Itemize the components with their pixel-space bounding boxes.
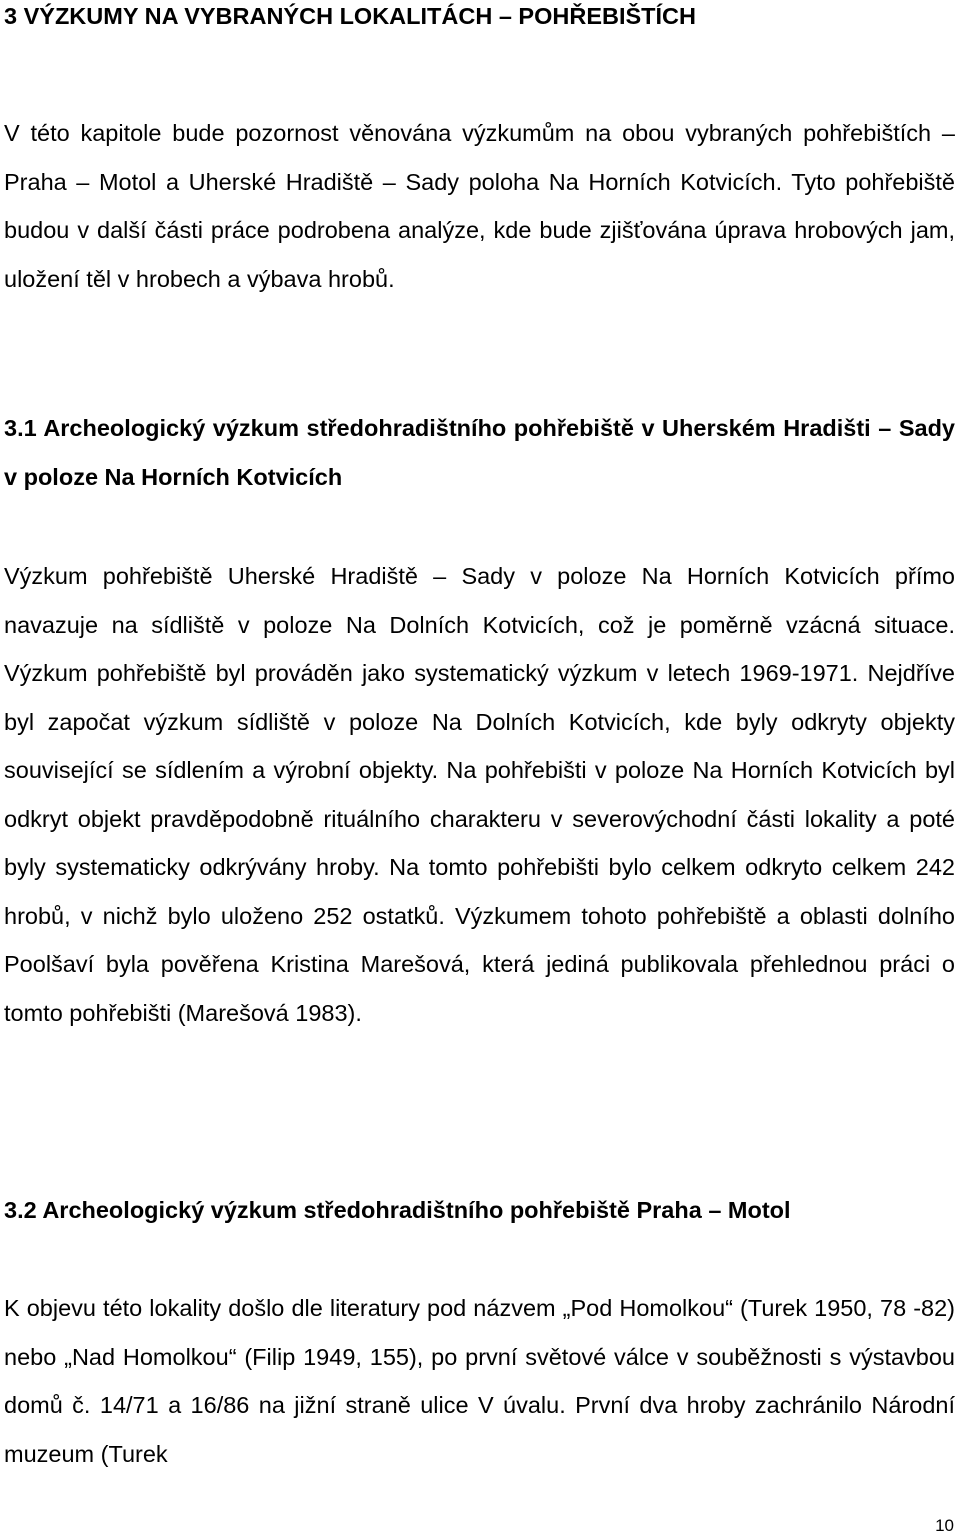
chapter-intro-paragraph: V této kapitole bude pozornost věnována výzkumům na obou vybraných pohřebištích – Praha – Motol a Uherské Hradiště – Sady poloha Na Horních Kotvicích. Tyto pohřebiště budou v další části práce podrobena analýze, kde bude zjišťována úprava hrobových jam, uložení těl v hrobech a výbava hrobů. xyxy=(4,120,955,292)
section-3-2-paragraph: K objevu této lokality došlo dle literatury pod názvem „Pod Homolkou“ (Turek 1950, 78 -82) nebo „Nad Homolkou“ (Filip 1949, 155), po první světové válce v souběžnosti s výstavbou domů č. 14/71 a 16/86 na jižní straně ulice V úvalu. První dva hroby zachránilo Národní muzeum (Turek xyxy=(4,1295,955,1467)
page-number: 10 xyxy=(935,1516,954,1535)
chapter-title: 3 VÝZKUMY NA VYBRANÝCH LOKALITÁCH – POHŘEBIŠTÍCH xyxy=(4,3,696,29)
section-3-1-title: 3.1 Archeologický výzkum středohradištního pohřebiště v Uherském Hradišti – Sady v poloze Na Horních Kotvicích xyxy=(4,415,955,490)
section-3-2-title: 3.2 Archeologický výzkum středohradištního pohřebiště Praha – Motol xyxy=(4,1197,791,1223)
section-3-1-paragraph: Výzkum pohřebiště Uherské Hradiště – Sady v poloze Na Horních Kotvicích přímo navazuje na sídliště v poloze Na Dolních Kotvicích, což je poměrně vzácná situace. Výzkum pohřebiště byl prováděn jako systematický výzkum v letech 1969-1971. Nejdříve byl započat výzkum sídliště v poloze Na Dolních Kotvicích, kde byly odkryty objekty související se sídlením a výrobní objekty. Na pohřebišti v poloze Na Horních Kotvicích byl odkryt objekt pravděpodobně rituálního charakteru v severovýchodní části lokality a poté byly systematicky odkrývány hroby. Na tomto pohřebišti bylo celkem odkryto celkem 242 hrobů, v nichž bylo uloženo 252 ostatků. Výzkumem tohoto pohřebiště a oblasti dolního Poolšaví byla pověřena Kristina Marešová, která jediná publikovala přehlednou práci o tomto pohřebišti (Marešová 1983). xyxy=(4,563,955,1026)
